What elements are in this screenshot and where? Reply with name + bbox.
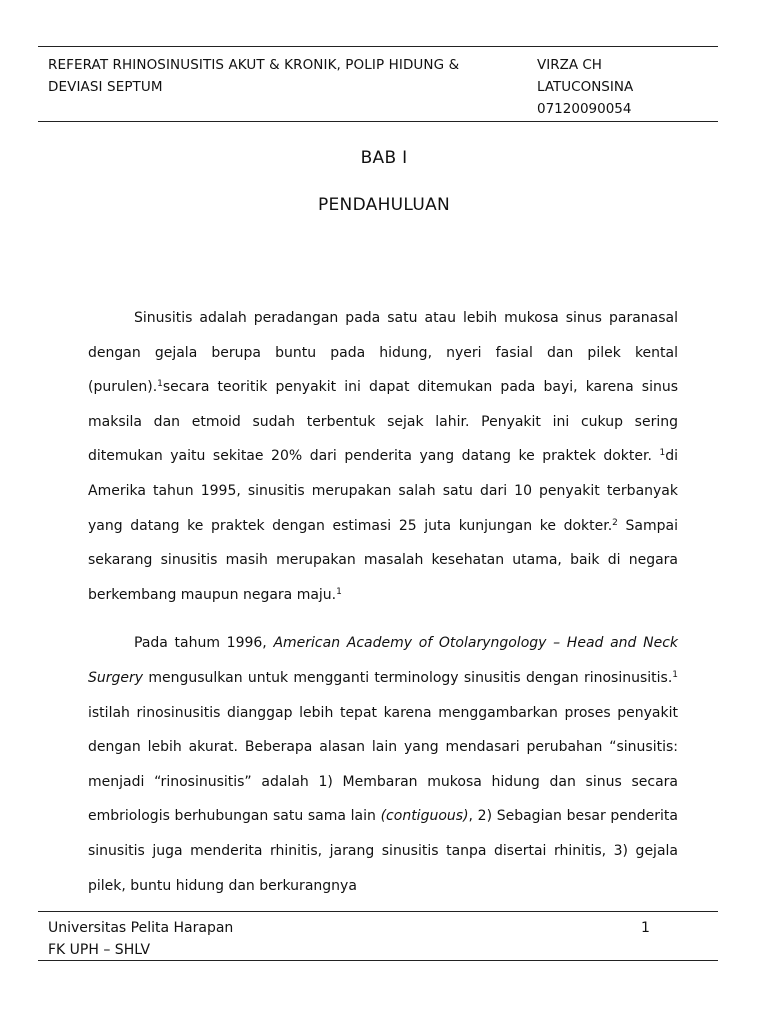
italic-term: (contiguous) <box>380 808 469 825</box>
header-top-rule <box>38 46 718 47</box>
header-author <box>537 54 717 120</box>
footer-top-rule <box>38 911 718 912</box>
footer-institution: Universitas Pelita Harapan <box>48 920 234 936</box>
header-bottom-rule <box>38 121 718 122</box>
footnote-ref: 2 <box>612 517 618 528</box>
header-author-id: 07120090054 <box>537 101 632 117</box>
footer-bottom-rule <box>38 960 718 961</box>
header-title-line2: DEVIASI SEPTUM <box>48 79 163 95</box>
footnote-ref: 1 <box>157 379 163 390</box>
body-text <box>88 301 678 903</box>
italic-organization: American Academy of Otolaryngology – Head and Neck Surgery <box>88 635 678 686</box>
chapter-title: PENDAHULUAN <box>317 195 451 215</box>
page-number: 1 <box>641 920 650 936</box>
footer-department: FK UPH – SHLV <box>48 942 151 958</box>
header-title <box>48 54 508 98</box>
header-author-name1: VIRZA CH <box>537 57 602 73</box>
footnote-ref: 1 <box>336 586 342 597</box>
footer-info <box>48 917 233 961</box>
paragraph-2: Pada tahum 1996, American Academy of Otolaryngology – Head and Neck Surgery mengusulkan untuk mengganti terminology sinusitis dengan rinosinusitis.$^1$ istilah rinosinusitis dianggap lebih tepat karena menggambarkan proses penyakit dengan lebih akurat. Beberapa alasan lain yang mendasari perubahan “sinusitis: menjadi “rinosinusitis” adalah 1) Membaran mukosa hidung dan sinus secara embriologis berhubungan satu sama lain (contiguous), 2) Sebagian besar penderita sinusitis juga menderita rhinitis, jarang sinusitis tanpa disertai rhinitis, 3) gejala pilek, buntu hidung dan berkurangnya <box>88 635 678 894</box>
chapter-number: BAB I <box>360 148 408 168</box>
header-title-line1: REFERAT RHINOSINUSITIS AKUT & KRONIK, POLIP HIDUNG & <box>48 57 460 73</box>
footnote-ref: 1 <box>672 669 678 680</box>
footnote-ref: 1 <box>659 448 666 459</box>
header-author-name2: LATUCONSINA <box>537 79 634 95</box>
paragraph-1: Sinusitis adalah peradangan pada satu atau lebih mukosa sinus paranasal dengan gejala berupa buntu pada hidung, nyeri fasial dan pilek kental (purulen).$^1$secara teoritik penyakit ini dapat ditemukan pada bayi, karena sinus maksila dan etmoid sudah terbentuk sejak lahir. Penyakit ini cukup sering ditemukan yaitu sekitae 20% dari penderita yang datang ke praktek dokter. $^1$di Amerika tahun 1995, sinusitis merupakan salah satu dari 10 penyakit terbanyak yang datang ke praktek dengan estimasi 25 juta kunjungan ke dokter.$^2$ Sampai sekarang sinusitis masih merupakan masalah kesehatan utama, baik di negara berkembang maupun negara maju.$^1$ <box>88 310 678 603</box>
